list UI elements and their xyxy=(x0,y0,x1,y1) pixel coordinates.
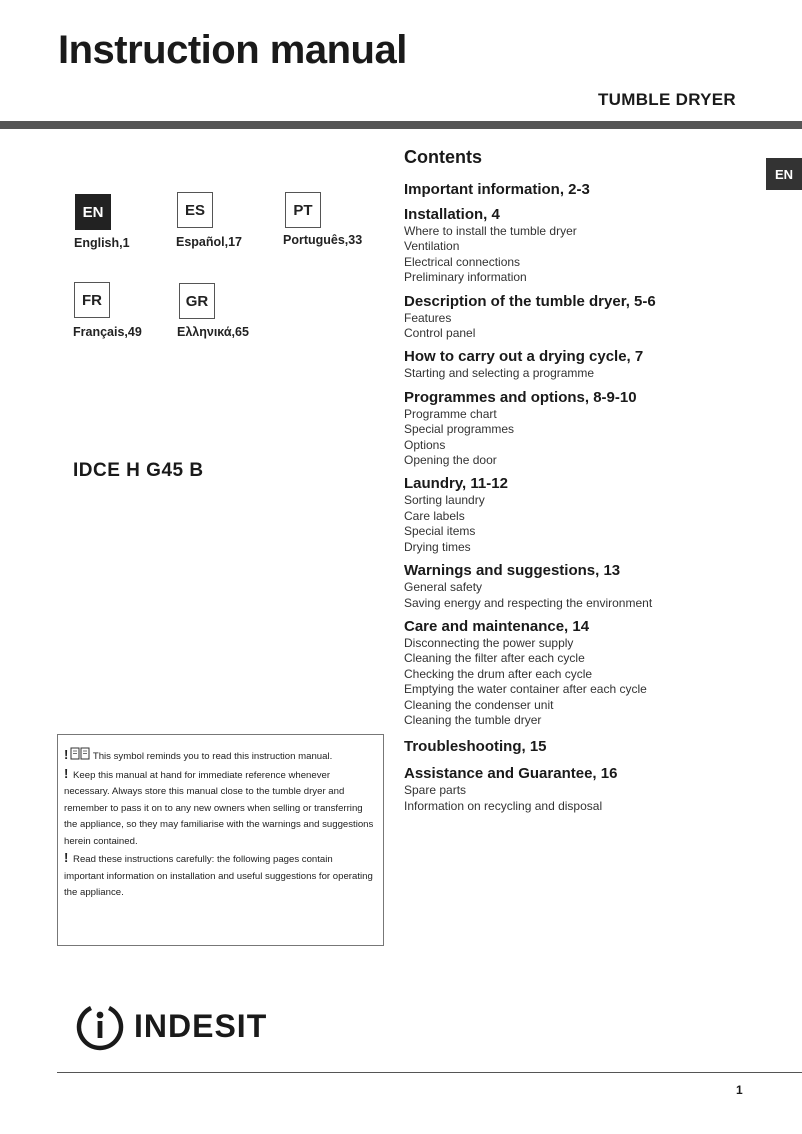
toc-item: Special items xyxy=(404,524,476,539)
toc-item: Starting and selecting a programme xyxy=(404,366,595,381)
page-number: 1 xyxy=(736,1083,743,1097)
lang-label-gr: Ελληνικά,65 xyxy=(177,325,249,339)
toc-item: Emptying the water container after each cycle xyxy=(404,682,647,697)
toc-heading[interactable]: Description of the tumble dryer, 5-6 xyxy=(404,292,656,310)
lang-box-gr[interactable]: GR xyxy=(179,283,215,319)
brand-logo xyxy=(74,1000,267,1052)
notice-box xyxy=(57,734,384,946)
toc-section xyxy=(404,348,794,381)
toc-item: Features xyxy=(404,310,452,325)
notice-text-2: Keep this manual at hand for immediate reference whenever necessary. Always store this manual close to the tumble dryer and remember to pass it on to any new owners when selling or transferring the appliance, so they may familiarise with the warnings and suggestions herein contained. xyxy=(64,769,374,847)
toc-item: Checking the drum after each cycle xyxy=(404,666,593,681)
toc-item: Cleaning the tumble dryer xyxy=(404,712,542,727)
toc-heading[interactable]: Important information, 2-3 xyxy=(404,181,590,198)
toc-item: Saving energy and respecting the environment xyxy=(404,595,653,610)
toc-heading[interactable]: Assistance and Guarantee, 16 xyxy=(404,765,618,783)
toc-section xyxy=(404,562,794,611)
lang-label-pt: Português,33 xyxy=(283,233,363,247)
exclamation-icon: ! xyxy=(64,747,69,762)
model-number: IDCE H G45 B xyxy=(73,460,204,481)
brand-name: INDESIT xyxy=(134,1007,268,1044)
indesit-logo-icon xyxy=(74,1000,126,1052)
lang-box-en[interactable]: EN xyxy=(75,194,111,230)
lang-label-es: Español,17 xyxy=(176,235,242,249)
toc-item: Ventilation xyxy=(404,239,460,254)
book-icon xyxy=(70,747,90,760)
lang-box-pt[interactable]: PT xyxy=(285,192,321,228)
lang-box-es[interactable]: ES xyxy=(177,192,213,228)
toc-item: Where to install the tumble dryer xyxy=(404,224,577,238)
lang-label-en: English,1 xyxy=(74,236,130,250)
language-tab: EN xyxy=(766,158,802,190)
product-type: TUMBLE DRYER xyxy=(597,90,736,109)
toc-item: Options xyxy=(404,437,446,452)
toc-item: Control panel xyxy=(404,326,476,341)
toc-section xyxy=(404,738,794,756)
toc-section xyxy=(404,765,794,814)
toc-heading[interactable]: Laundry, 11-12 xyxy=(404,475,508,493)
toc-item: Information on recycling and disposal xyxy=(404,798,603,813)
toc-item: Electrical connections xyxy=(404,254,521,269)
notice-line xyxy=(64,850,375,902)
toc-heading[interactable]: Care and maintenance, 14 xyxy=(404,617,590,635)
page-title: Instruction manual xyxy=(58,28,407,72)
lang-label-fr: Français,49 xyxy=(73,325,142,339)
toc-item: Preliminary information xyxy=(404,270,527,285)
contents-title: Contents xyxy=(404,147,482,167)
toc-item: Spare parts xyxy=(404,783,467,798)
toc-item: General safety xyxy=(404,580,483,595)
toc-item: Cleaning the filter after each cycle xyxy=(404,651,585,666)
toc-item: Programme chart xyxy=(404,406,497,421)
toc-heading[interactable]: Programmes and options, 8-9-10 xyxy=(404,388,637,406)
footer-divider xyxy=(57,1072,802,1073)
toc-item: Special programmes xyxy=(404,422,515,437)
toc-section xyxy=(404,475,794,555)
toc-heading[interactable]: How to carry out a drying cycle, 7 xyxy=(404,348,644,366)
notice-text-3: Read these instructions carefully: the following pages contain important information on installation and useful suggestions for operating the appliance. xyxy=(64,854,373,898)
toc-item: Drying times xyxy=(404,539,471,554)
toc-item: Sorting laundry xyxy=(404,493,485,508)
toc-item: Disconnecting the power supply xyxy=(404,635,574,650)
notice-line xyxy=(64,766,375,851)
notice-line xyxy=(64,747,375,766)
toc-heading[interactable]: Troubleshooting, 15 xyxy=(404,738,547,756)
toc-item: Opening the door xyxy=(404,453,497,468)
toc-section xyxy=(404,389,794,469)
toc-section xyxy=(404,618,794,728)
toc-section xyxy=(404,293,794,342)
toc-section xyxy=(404,206,794,286)
exclamation-icon: ! xyxy=(64,850,69,865)
toc-heading[interactable]: Installation, 4 xyxy=(404,206,500,223)
toc-heading[interactable]: Warnings and suggestions, 13 xyxy=(404,562,621,580)
toc-item: Cleaning the condenser unit xyxy=(404,697,554,712)
exclamation-icon: ! xyxy=(64,765,69,781)
lang-box-fr[interactable]: FR xyxy=(74,282,110,318)
toc-item: Care labels xyxy=(404,508,465,523)
table-of-contents xyxy=(404,147,794,821)
toc-section xyxy=(404,181,794,199)
header-divider xyxy=(0,121,802,129)
notice-text-1: This symbol reminds you to read this instruction manual. xyxy=(92,751,333,762)
